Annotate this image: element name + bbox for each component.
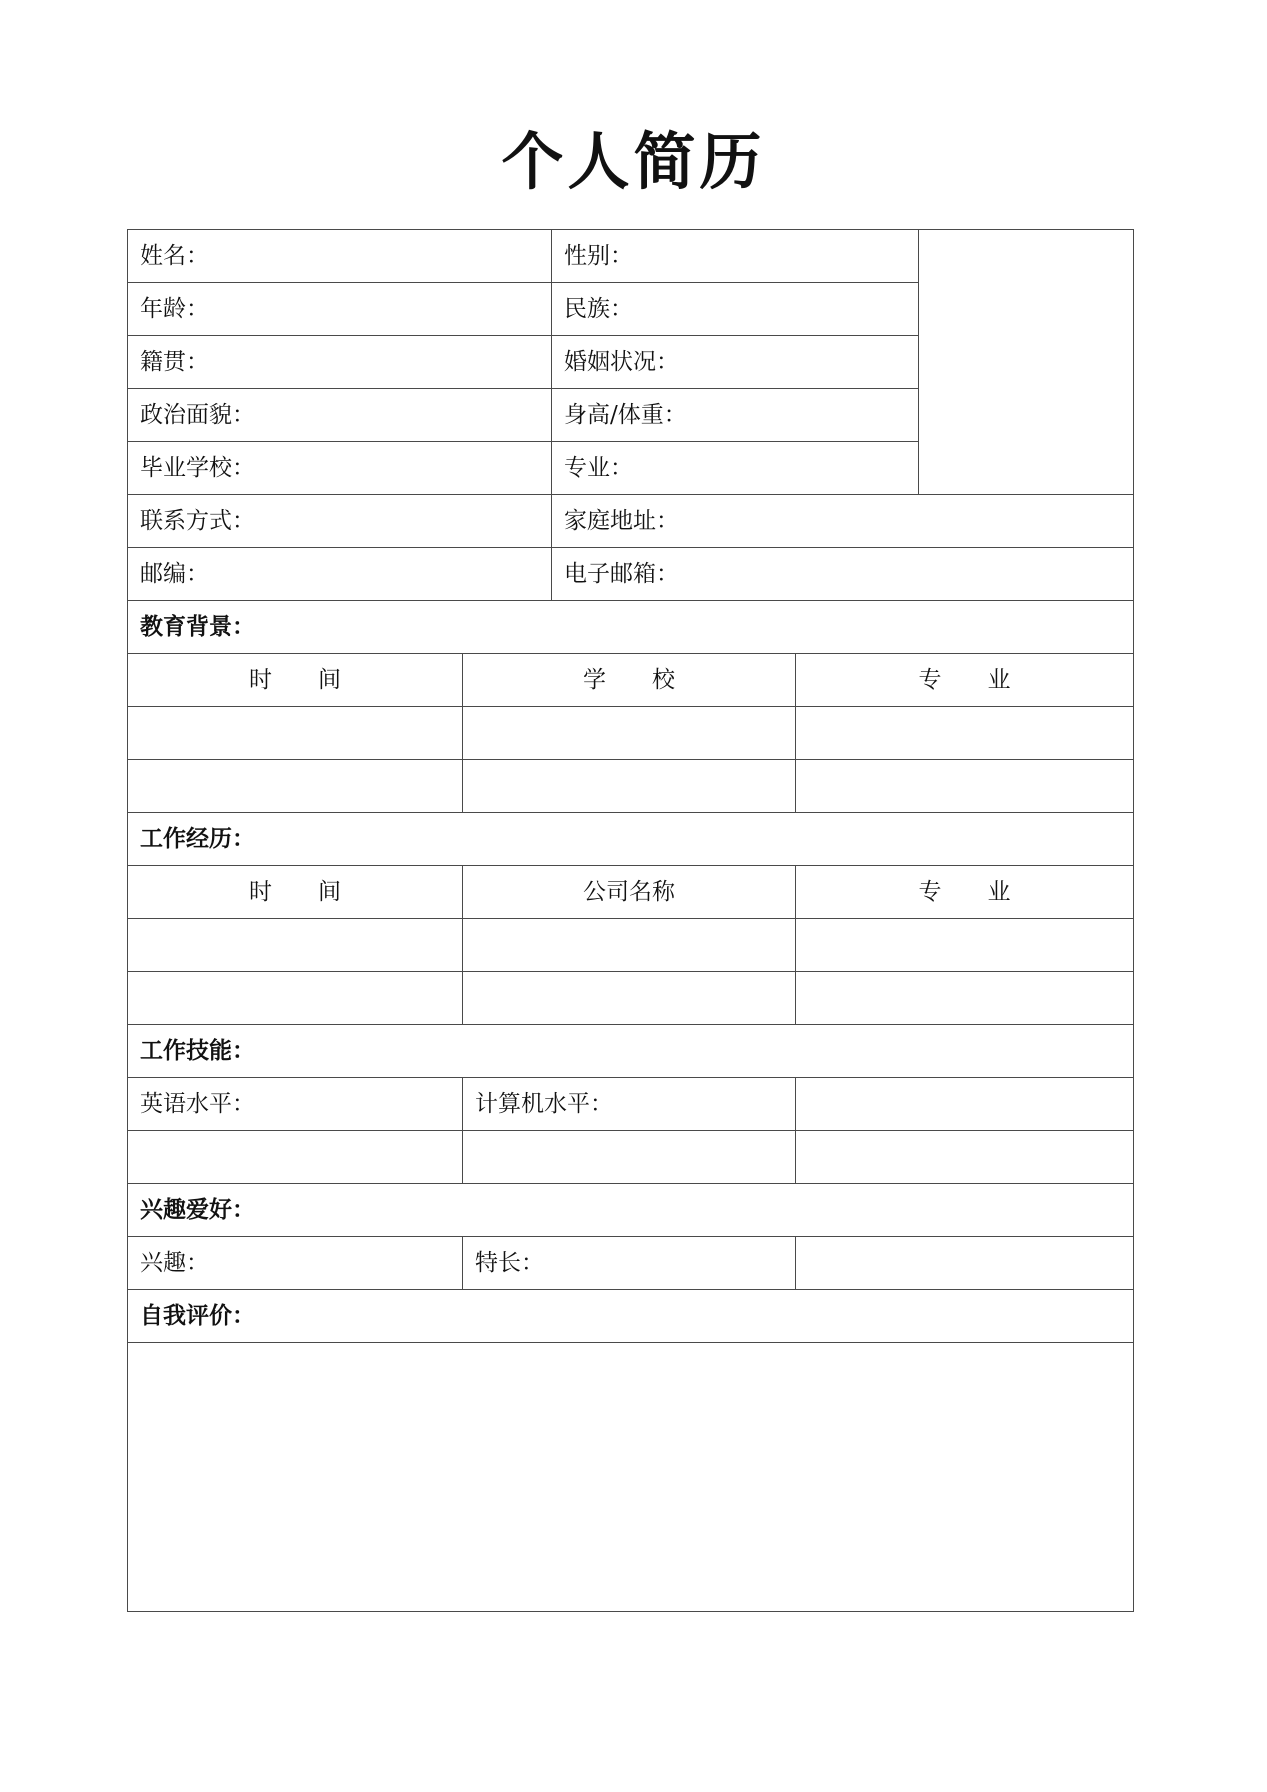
skills-extra-cell[interactable] (796, 1078, 1134, 1131)
self-evaluation-heading: 自我评价： (128, 1290, 1134, 1343)
table-row (128, 1290, 1134, 1343)
hometown-label: 籍贯： (140, 349, 209, 375)
political-status-label: 政治面貌： (140, 402, 255, 428)
skills-heading: 工作技能： (128, 1025, 1134, 1078)
school-label: 毕业学校： (140, 455, 255, 481)
table-row (128, 1131, 1134, 1184)
interest-field[interactable] (128, 1237, 463, 1290)
skills-cell[interactable] (463, 1131, 796, 1184)
education-header-time: 时 间 (128, 654, 463, 707)
work-header-company: 公司名称 (463, 866, 796, 919)
table-row (128, 760, 1134, 813)
gender-label: 性别： (564, 243, 633, 269)
table-row (128, 707, 1134, 760)
self-evaluation-area[interactable] (128, 1343, 1134, 1612)
education-school-cell[interactable] (463, 760, 796, 813)
specialty-label: 特长： (475, 1250, 544, 1276)
name-field[interactable] (128, 230, 552, 283)
work-header-time: 时 间 (128, 866, 463, 919)
table-row (128, 1343, 1134, 1612)
contact-field[interactable] (128, 495, 552, 548)
major-field[interactable] (552, 442, 919, 495)
english-level-field[interactable] (128, 1078, 463, 1131)
resume-table (127, 229, 1134, 1612)
work-major-cell[interactable] (796, 972, 1134, 1025)
email-label: 电子邮箱： (564, 561, 679, 587)
address-field[interactable] (552, 495, 1134, 548)
interest-label: 兴趣： (140, 1250, 209, 1276)
education-header-major: 专 业 (796, 654, 1134, 707)
email-field[interactable] (552, 548, 1134, 601)
political-status-field[interactable] (128, 389, 552, 442)
education-major-cell[interactable] (796, 707, 1134, 760)
work-header-major: 专 业 (796, 866, 1134, 919)
table-row (128, 1237, 1134, 1290)
table-row (128, 919, 1134, 972)
skills-cell[interactable] (128, 1131, 463, 1184)
table-row (128, 495, 1134, 548)
specialty-field[interactable] (463, 1237, 796, 1290)
education-header-school: 学 校 (463, 654, 796, 707)
work-time-cell[interactable] (128, 972, 463, 1025)
hometown-field[interactable] (128, 336, 552, 389)
work-heading: 工作经历： (128, 813, 1134, 866)
table-row (128, 230, 1134, 283)
gender-field[interactable] (552, 230, 919, 283)
work-major-cell[interactable] (796, 919, 1134, 972)
height-weight-label: 身高/体重： (564, 402, 687, 428)
english-level-label: 英语水平： (140, 1091, 255, 1117)
education-school-cell[interactable] (463, 707, 796, 760)
page-title: 个人简历 (501, 125, 766, 198)
work-company-cell[interactable] (463, 919, 796, 972)
height-weight-field[interactable] (552, 389, 919, 442)
name-label: 姓名： (140, 243, 209, 269)
table-row (128, 601, 1134, 654)
work-company-cell[interactable] (463, 972, 796, 1025)
work-time-cell[interactable] (128, 919, 463, 972)
contact-label: 联系方式： (140, 508, 255, 534)
table-row (128, 813, 1134, 866)
age-label: 年龄： (140, 296, 209, 322)
computer-level-label: 计算机水平： (475, 1091, 613, 1117)
table-row (128, 1025, 1134, 1078)
table-row (128, 972, 1134, 1025)
age-field[interactable] (128, 283, 552, 336)
table-row (128, 1184, 1134, 1237)
major-label: 专业： (564, 455, 633, 481)
education-time-cell[interactable] (128, 760, 463, 813)
ethnicity-field[interactable] (552, 283, 919, 336)
postcode-field[interactable] (128, 548, 552, 601)
computer-level-field[interactable] (463, 1078, 796, 1131)
postcode-label: 邮编： (140, 561, 209, 587)
hobbies-extra-cell[interactable] (796, 1237, 1134, 1290)
hobbies-heading: 兴趣爱好： (128, 1184, 1134, 1237)
photo-box[interactable] (919, 230, 1134, 495)
table-row (128, 548, 1134, 601)
table-row (128, 654, 1134, 707)
table-row (128, 866, 1134, 919)
ethnicity-label: 民族： (564, 296, 633, 322)
education-major-cell[interactable] (796, 760, 1134, 813)
education-heading: 教育背景： (128, 601, 1134, 654)
address-label: 家庭地址： (564, 508, 679, 534)
marital-status-label: 婚姻状况： (564, 349, 679, 375)
skills-cell[interactable] (796, 1131, 1134, 1184)
education-time-cell[interactable] (128, 707, 463, 760)
school-field[interactable] (128, 442, 552, 495)
table-row (128, 1078, 1134, 1131)
marital-status-field[interactable] (552, 336, 919, 389)
